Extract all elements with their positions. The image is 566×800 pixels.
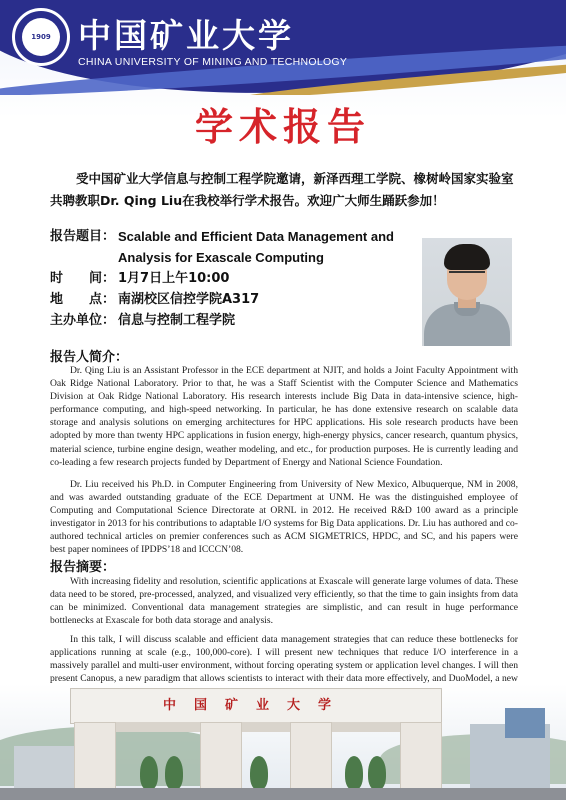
gate-beam — [100, 722, 420, 732]
host-row — [50, 310, 410, 331]
bio-paragraph-1: Dr. Qing Liu is an Assistant Professor in the ECE department at NJIT, and holds a Joint Faculty Appointment with Oak Ridge National Laboratory. Prior to that, he was a Staff Scientist with the Computer Science and Mathematics Division at Oak Ridge National Laboratory. His research interests include Big Data in data-intensive science, high-performance computing, and high-speed networking. In particular, he has done extensive research on scalable data storage and analysis solutions on emerging architectures for HPC applications. His sole research products have been adopted by more than twenty HPC applications in fusion energy, high-energy physics, cancer research, quantum physics, material science, turbine engine design, weather modeling, and etc., for production purposes. He is currently leading and co-leading a few research projects funded by Department of Energy and National Science Foundation. — [50, 365, 518, 468]
bio-heading: 报告人简介： — [50, 350, 129, 365]
tree — [165, 756, 183, 790]
gate-road — [0, 788, 566, 800]
talk-info — [50, 226, 410, 331]
university-name-cn: 中国矿业大学 — [78, 16, 294, 55]
host-label: 主办单位： — [50, 313, 116, 328]
abstract-heading: 报告摘要： — [50, 560, 116, 575]
abstract-paragraph-2: In this talk, I will discuss scalable and efficient data management strategies that can reduce these bottlenecks for applications running at scale (e.g., 100,000-core). I will present new techniques that reduce I/O interference in a massively parallel and multi-user environment, without forcing operating system or application level changes. I will then present Canopus, a new paradigm that allows scientists to interact with their data more effectively, and DuoModel, a new — [50, 634, 518, 685]
topic-label: 报告题目： — [50, 229, 116, 244]
abstract-paragraph-1: With increasing fidelity and resolution, scientific applications at Exascale will generate large volumes of data. These data need to be stored, pre-processed, analyzed, and visualized very efficiently, so that the time to gain insights from data can be minimized. Conventional data management strategies are simplistic, and can result in huge performance bottlenecks at Exascale for both data storage and analysis. — [50, 576, 518, 627]
tree — [368, 756, 386, 790]
photo-glasses — [449, 271, 485, 281]
building-right-glass — [505, 708, 545, 738]
time-value: 1月7日上午10:00 — [118, 271, 230, 286]
tree — [345, 756, 363, 790]
topic-value: Scalable and Efficient Data Management and Analysis for Exascale Computing — [118, 229, 394, 265]
invitation-text: 受中国矿业大学信息与控制工程学院邀请，新泽西理工学院、橡树岭国家实验室共聘教职Dr. Qing Liu在我校举行学术报告。欢迎广大师生踊跃参加！ — [50, 171, 514, 208]
place-label: 地 点： — [50, 292, 116, 307]
time-row — [50, 268, 410, 289]
university-seal-icon — [12, 8, 70, 66]
time-label: 时 间： — [50, 271, 116, 286]
campus-gate-image — [0, 684, 566, 800]
bio-paragraph-2: Dr. Liu received his Ph.D. in Computer Engineering from University of New Mexico, Albuquerque, NM in 2008, and was awarded outstanding graduate of the ECE Department at UNM. He was the distinguished employee of Computing and Computational Science Directorate at ORNL in 2012. He received R&D 100 award as a principle investigator in 2013 for his contributions to adaptable I/O systems for Big Data applications. Dr. Liu has authored and co-authored technical articles on premier conferences such as ACM SIGMETRICS, HPDC, and SC, and his papers were best paper nominees of IPDPS’18 and ICCCN’08. — [50, 479, 518, 556]
logo-year: 1909 — [22, 18, 60, 56]
photo-hair — [444, 244, 490, 270]
topic-row — [50, 226, 410, 268]
gate-sign: 中国矿业大学 — [70, 688, 442, 724]
speaker-photo — [422, 238, 512, 346]
host-value: 信息与控制工程学院 — [118, 313, 236, 328]
place-row — [50, 289, 410, 310]
tree — [250, 756, 268, 790]
tree — [140, 756, 158, 790]
page-title: 学术报告 — [194, 105, 371, 149]
place-value: 南湖校区信控学院A317 — [118, 292, 260, 307]
university-name-en: CHINA UNIVERSITY OF MINING AND TECHNOLOGY — [78, 56, 348, 68]
